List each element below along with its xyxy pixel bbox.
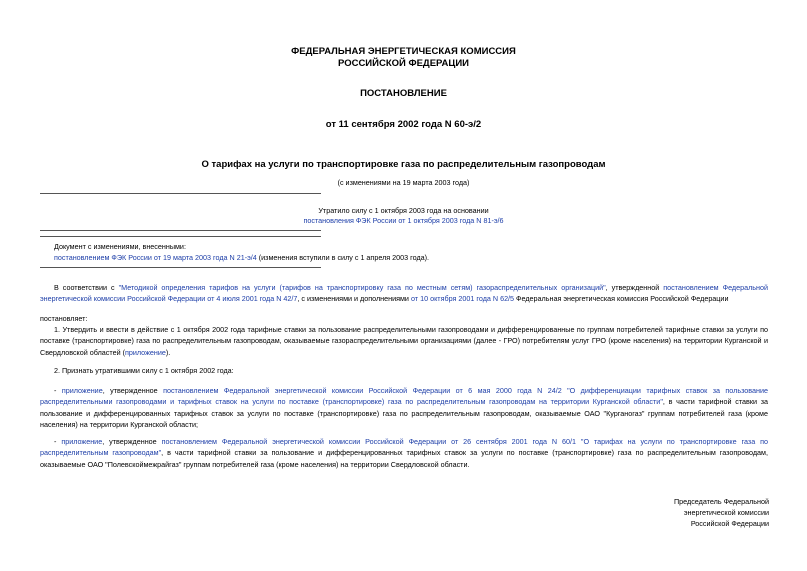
divider xyxy=(40,193,321,194)
changes-label: Документ с изменениями, внесенными: xyxy=(54,242,186,251)
preamble-text: В соответствии с xyxy=(54,283,119,292)
fek-resolution-link[interactable]: постановлением Федеральной энергетической комиссии Российской Федерации от 4 июля 2001 года N 42/7 xyxy=(40,283,769,304)
changes-link[interactable]: постановлением ФЭК России от 19 марта 2003 года N 21-э/4 xyxy=(54,253,257,262)
item-1-text: 1. Утвердить и ввести в действие с 1 октября 2002 года тарифные ставки за пользование распределительными газопроводами и дифференцированные по группам потребителей тарифные ставки за услуги по поставке (транспортировке) газа по распределительным газопроводам, оказываемые газораспределительными организациями (далее - ГРО) потребителям услуг ГРО (кроме населения) на территории Курганской и Свердловской областей ( xyxy=(40,325,768,357)
document-date-number: от 11 сентября 2002 года N 60-э/2 xyxy=(325,119,482,130)
changes-row xyxy=(54,253,429,263)
resolves-word: постановляет: xyxy=(40,314,88,323)
item-1-paragraph xyxy=(40,324,768,358)
bullet-1-paragraph xyxy=(40,385,768,430)
bullet-dash: - xyxy=(54,386,62,395)
bullet-2-appendix-link[interactable]: приложение xyxy=(61,437,103,446)
bullet-2-paragraph xyxy=(40,436,768,470)
item-1-end: ). xyxy=(165,347,171,357)
signature-line1: Председатель Федеральной xyxy=(674,497,769,506)
divider xyxy=(40,267,321,268)
divider xyxy=(40,236,321,237)
preamble-text: , утвержденной xyxy=(605,283,664,292)
signature-block xyxy=(674,496,769,529)
status-repeal-link[interactable]: постановления ФЭК России от 1 октября 2003 года N 81-э/6 xyxy=(303,216,504,225)
amended-note: (с изменениями на 19 марта 2003 года) xyxy=(337,178,470,187)
document-type: ПОСТАНОВЛЕНИЕ xyxy=(360,88,447,99)
methodology-link[interactable]: "Методикой определения тарифов на услуги (тарифов на транспортировку газа по местным сетям) газораспределительных организаций" xyxy=(118,283,606,292)
preamble-text: , с изменениями и дополнениями xyxy=(297,294,411,304)
document-title: О тарифах на услуги по транспортировке газа по распределительным газопроводам xyxy=(201,159,606,170)
status-link-row xyxy=(0,216,807,226)
preamble-text: Федеральная энергетическая комиссия Российской Федерации xyxy=(514,294,729,304)
item-2-paragraph: 2. Признать утратившими силу с 1 октября 2002 года: xyxy=(54,366,234,375)
amendment-link[interactable]: от 10 октября 2001 года N 62/5 xyxy=(410,294,515,304)
bullet-1-resolution-link[interactable]: постановлением Федеральной энергетической комиссии Российской Федерации от 6 мая 2000 года N 24/2 "О дифференциации тарифных ставок за пользование распределительными газопроводами и тарифных ставок на услуги по поставке (транспортировке) газа по распределительным газопроводам на территории Курганской области" xyxy=(40,386,769,407)
bullet-2-resolution-link[interactable]: постановлением Федеральной энергетической комиссии Российской Федерации от 26 сентября 2001 года N 60/1 "О тарифах на услуги по транспортировке газа по распределительным газопроводам" xyxy=(40,437,768,458)
bullet-dash: - xyxy=(54,437,62,446)
appendix-link[interactable]: приложение xyxy=(124,347,166,357)
signature-line2: энергетической комиссии xyxy=(683,508,769,517)
bullet-2-text: , утвержденное xyxy=(102,437,162,446)
bullet-1-text: , в части тарифной ставки за пользование и дифференцированных тарифных ставок за услуги по поставке (транспортировке) газа по распределительным газопроводам, оказываемые ОАО "Курганогаз" группам потребителей газа (кроме населения) на территории Курганской области; xyxy=(40,397,768,429)
preamble-paragraph xyxy=(40,282,768,305)
changes-note: (изменения вступили в силу с 1 апреля 2003 года). xyxy=(256,253,430,262)
divider xyxy=(40,230,321,231)
org-name-line1: ФЕДЕРАЛЬНАЯ ЭНЕРГЕТИЧЕСКАЯ КОМИССИЯ xyxy=(291,46,516,57)
bullet-2-text: , в части тарифной ставки за пользование и дифференцированных тарифных ставок за услуги по поставке (транспортировке) газа по распределительным газопроводам, оказываемые ОАО "Полевскоймежрайгаз" группам потребителей газа (кроме населения) на территории Свердловской области. xyxy=(40,448,768,469)
org-name-line2: РОССИЙСКОЙ ФЕДЕРАЦИИ xyxy=(337,58,469,69)
bullet-1-appendix-link[interactable]: приложение xyxy=(61,386,103,395)
status-line: Утратило силу с 1 октября 2003 года на основании xyxy=(318,206,489,215)
signature-line3: Российской Федерации xyxy=(690,519,769,528)
bullet-1-text: , утвержденное xyxy=(102,386,164,395)
